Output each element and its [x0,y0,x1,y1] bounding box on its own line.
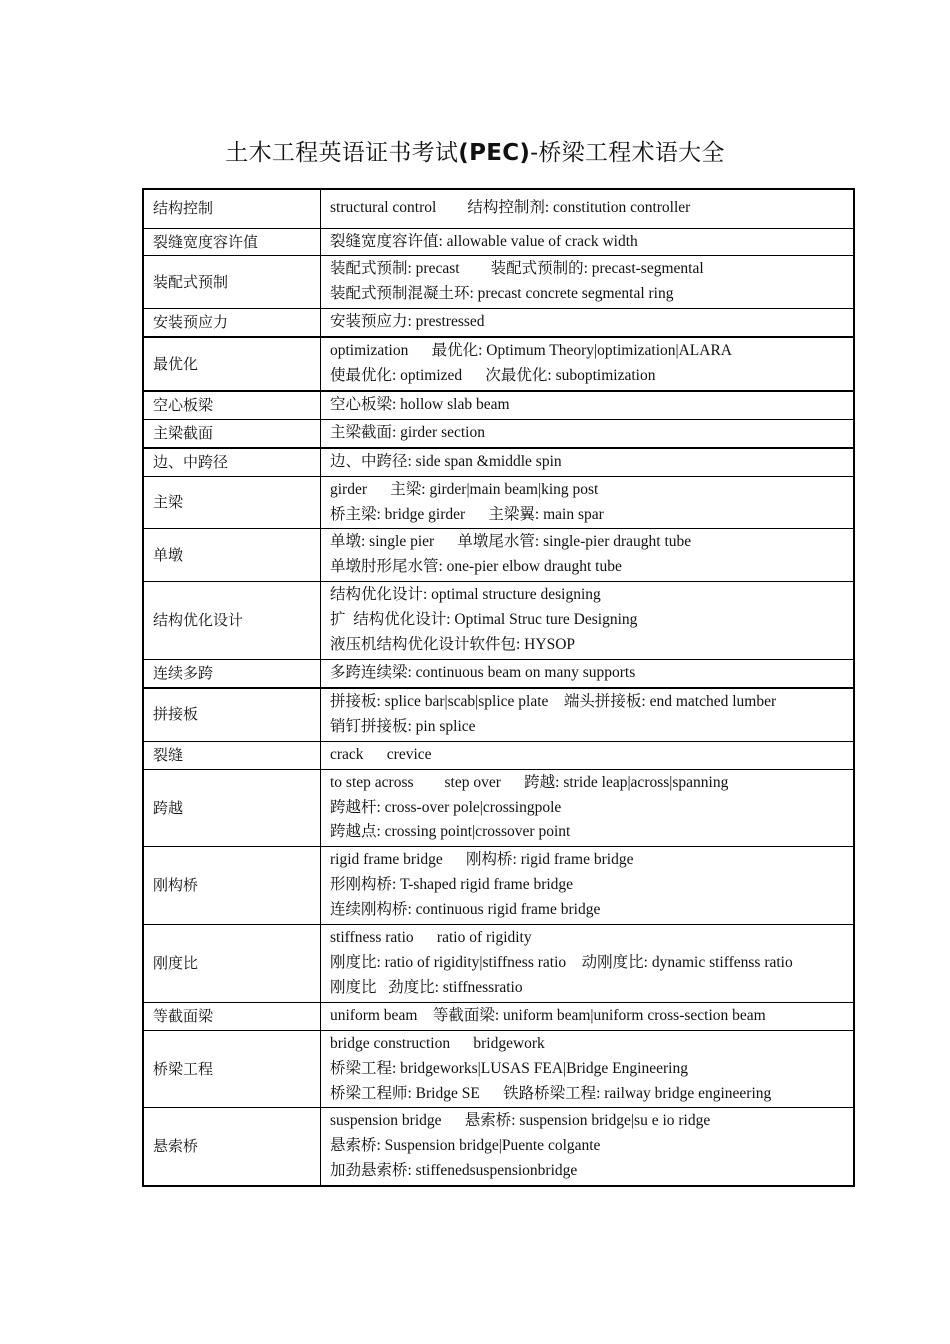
table-row [143,847,854,925]
translation-line: 加劲悬索桥: stiffenedsuspensionbridge [330,1162,578,1180]
term-cell: 安装预应力 [143,309,321,337]
term-cell: 空心板梁 [143,391,321,419]
title-pec: (PEC) [458,140,531,166]
term-cell: 主梁截面 [143,419,321,447]
translation-cell [321,189,855,228]
translation-line: 销钉拼接板: pin splice [330,717,476,735]
translation-line: 刚度比 劲度比: stiffnessratio [330,978,523,996]
term-cell: 结构优化设计 [143,582,321,660]
table-row [143,1030,854,1108]
translation-line: 空心板梁: hollow slab beam [330,395,510,413]
table-row [143,741,854,769]
table-row [143,189,854,228]
translation-line: bridge construction bridgework [330,1034,545,1052]
table-row [143,529,854,582]
term-cell: 刚度比 [143,925,321,1003]
translation-cell [321,769,855,847]
translation-cell [321,1002,855,1030]
translation-line: 连续刚构桥: continuous rigid frame bridge [330,901,601,919]
translation-cell [321,391,855,419]
translation-line: 桥梁工程: bridgeworks|LUSAS FEA|Bridge Engineering [330,1059,688,1077]
translation-line: 形刚构桥: T-shaped rigid frame bridge [330,876,574,894]
translation-cell [321,1108,855,1186]
terms-table [142,188,855,1187]
translation-line: optimization 最优化: Optimum Theory|optimization|ALARA [330,342,732,360]
table-row [143,256,854,309]
term-cell: 桥梁工程 [143,1030,321,1108]
table-row [143,391,854,419]
term-cell: 单墩 [143,529,321,582]
translation-line: 扩 结构优化设计: Optimal Struc ture Designing [330,611,638,629]
table-row [143,1002,854,1030]
translation-line: 跨越点: crossing point|crossover point [330,823,571,841]
translation-line: 桥主梁: bridge girder 主梁翼: main spar [330,505,604,523]
translation-line: 使最优化: optimized 次最优化: suboptimization [330,367,656,385]
translation-line: 单墩: single pier 单墩尾水管: single-pier draught tube [330,533,692,551]
translation-cell [321,847,855,925]
translation-line: 刚度比: ratio of rigidity|stiffness ratio 动刚度比: dynamic stiffenss ratio [330,953,793,971]
translation-cell [321,925,855,1003]
translation-cell [321,476,855,529]
translation-cell [321,448,855,476]
table-row [143,582,854,660]
translation-line: 液压机结构优化设计软件包: HYSOP [330,636,576,654]
translation-line: 单墩肘形尾水管: one-pier elbow draught tube [330,558,622,576]
term-cell: 裂缝 [143,741,321,769]
translation-line: 主梁截面: girder section [330,423,485,441]
translation-line: 拼接板: splice bar|scab|splice plate 端头拼接板: end matched lumber [330,692,777,710]
translation-line: 悬索桥: Suspension bridge|Puente colgante [330,1137,601,1155]
translation-cell [321,309,855,337]
term-cell: 悬索桥 [143,1108,321,1186]
translation-line: 装配式预制混凝土环: precast concrete segmental ring [330,285,674,303]
translation-line: 桥梁工程师: Bridge SE 铁路桥梁工程: railway bridge engineering [330,1084,772,1102]
table-row [143,309,854,337]
translation-cell [321,228,855,256]
page-title [0,134,950,167]
terms-table-body [143,189,854,1186]
table-row [143,476,854,529]
table-row [143,228,854,256]
term-cell: 装配式预制 [143,256,321,309]
table-row [143,769,854,847]
translation-line: 裂缝宽度容许值: allowable value of crack width [330,232,638,250]
translation-cell [321,660,855,688]
translation-line: 多跨连续梁: continuous beam on many supports [330,664,636,681]
table-row [143,419,854,447]
table-row [143,1108,854,1186]
table-row [143,688,854,741]
table-row [143,448,854,476]
term-cell: 等截面梁 [143,1002,321,1030]
translation-cell [321,582,855,660]
translation-line: stiffness ratio ratio of rigidity [330,929,532,947]
term-cell: 裂缝宽度容许值 [143,228,321,256]
term-cell: 边、中跨径 [143,448,321,476]
title-main: 土木工程英语证书考试 [225,140,459,166]
term-cell: 刚构桥 [143,847,321,925]
term-cell: 最优化 [143,337,321,391]
translation-cell [321,256,855,309]
table-row [143,925,854,1003]
translation-line: 安装预应力: prestressed [330,313,485,331]
term-cell: 跨越 [143,769,321,847]
translation-cell [321,529,855,582]
translation-line: suspension bridge 悬索桥: suspension bridge|su e io ridge [330,1112,711,1130]
translation-line: 装配式预制: precast 装配式预制的: precast-segmental [330,260,704,278]
translation-cell [321,741,855,769]
term-cell: 结构控制 [143,189,321,228]
table-row [143,337,854,391]
translation-line: crack crevice [330,745,432,763]
title-tail: -桥梁工程术语大全 [530,140,725,166]
table-row [143,660,854,688]
translation-cell [321,688,855,741]
translation-cell [321,1030,855,1108]
translation-line: rigid frame bridge 刚构桥: rigid frame bridge [330,851,634,869]
translation-line: structural control 结构控制剂: constitution controller [330,199,691,217]
translation-line: 边、中跨径: side span &middle spin [330,452,562,470]
translation-line: 结构优化设计: optimal structure designing [330,586,601,604]
translation-cell [321,337,855,391]
translation-line: to step across step over 跨越: stride leap|across|spanning [330,773,729,791]
term-cell: 连续多跨 [143,660,321,688]
translation-line: girder 主梁: girder|main beam|king post [330,480,599,498]
translation-line: uniform beam 等截面梁: uniform beam|uniform cross-section beam [330,1006,766,1024]
term-cell: 主梁 [143,476,321,529]
term-cell: 拼接板 [143,688,321,741]
translation-line: 跨越杆: cross-over pole|crossingpole [330,798,562,816]
translation-cell [321,419,855,447]
